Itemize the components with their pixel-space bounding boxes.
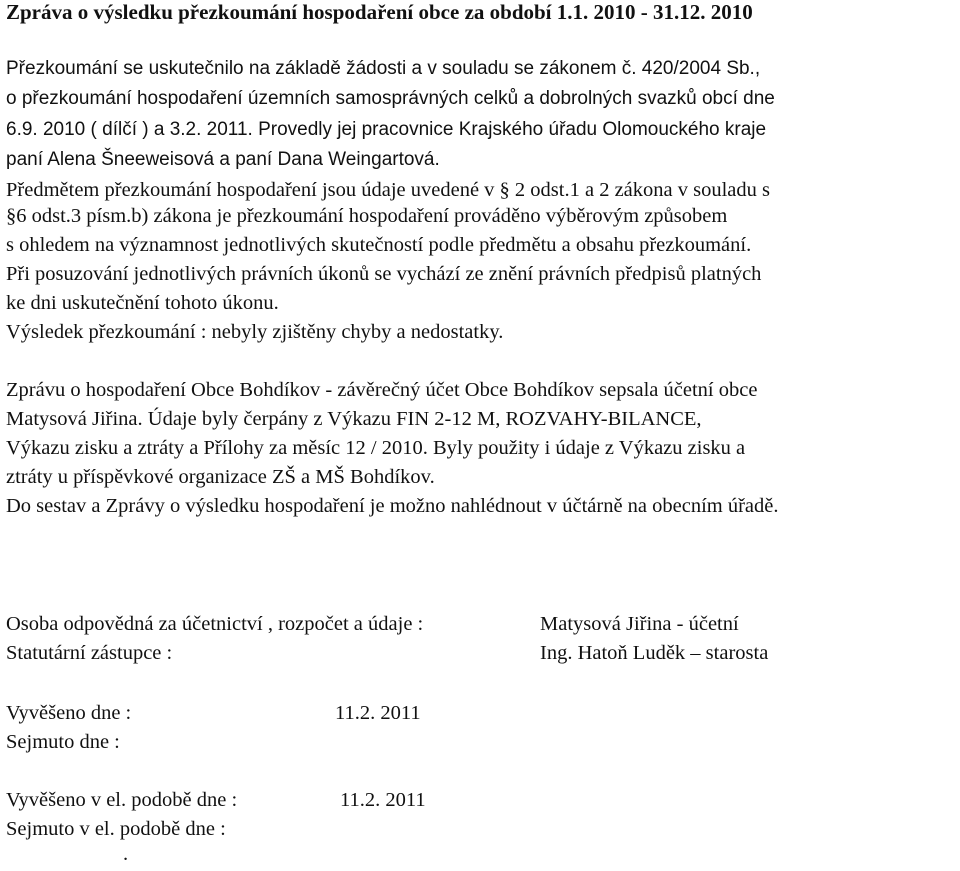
intro-line: Přezkoumání se uskutečnilo na základě žádosti a v souladu se zákonem č. 420/2004 Sb.,	[6, 58, 761, 79]
responsible-person-value: Matysová Jiřina - účetní	[540, 613, 739, 635]
statutory-representative-value: Ing. Hatoň Luděk – starosta	[540, 642, 769, 664]
intro-line: 6.9. 2010 ( dílčí ) a 3.2. 2011. Provedly jej pracovnice Krajského úřadu Olomouckého kraje	[6, 119, 767, 140]
intro-line: paní Alena Šneeweisová a paní Dana Weingartová.	[6, 149, 440, 170]
posted-electronic-value: 11.2. 2011	[340, 789, 426, 811]
responsible-person-label: Osoba odpovědná za účetnictví , rozpočet a údaje :	[6, 613, 424, 635]
intro-line: Při posuzování jednotlivých právních úkonů se vychází ze znění právních předpisů platných	[6, 263, 762, 285]
end-mark: .	[123, 843, 129, 865]
report-line: Výkazu zisku a ztráty a Přílohy za měsíc 12 / 2010. Byly použity i údaje z Výkazu zisku a	[6, 437, 746, 459]
report-line: Do sestav a Zprávy o výsledku hospodaření je možno nahlédnout v účtárně na obecním úřadě.	[6, 495, 779, 517]
intro-line: o přezkoumání hospodaření územních samosprávných celků a dobrolných svazků obcí dne	[6, 88, 775, 109]
report-line: Matysová Jiřina. Údaje byly čerpány z Výkazu FIN 2-12 M, ROZVAHY-BILANCE,	[6, 408, 702, 430]
report-line: ztráty u příspěvkové organizace ZŠ a MŠ Bohdíkov.	[6, 466, 435, 488]
intro-line: Předmětem přezkoumání hospodaření jsou údaje uvedené v § 2 odst.1 a 2 zákona v souladu s	[6, 179, 771, 201]
removed-date-label: Sejmuto dne :	[6, 731, 120, 753]
posted-date-value: 11.2. 2011	[335, 702, 421, 724]
posted-date-label: Vyvěšeno dne :	[6, 702, 132, 724]
statutory-representative-label: Statutární zástupce :	[6, 642, 173, 664]
report-title: Zpráva o výsledku přezkoumání hospodaření obce za období 1.1. 2010 - 31.12. 2010	[6, 0, 753, 24]
posted-electronic-label: Vyvěšeno v el. podobě dne :	[6, 789, 238, 811]
report-line: Zprávu o hospodaření Obce Bohdíkov - závěrečný účet Obce Bohdíkov sepsala účetní obce	[6, 379, 758, 401]
intro-line: §6 odst.3 písm.b) zákona je přezkoumání hospodaření prováděno výběrovým způsobem	[6, 205, 728, 227]
intro-line: ke dni uskutečnění tohoto úkonu.	[6, 292, 279, 314]
intro-line: s ohledem na významnost jednotlivých skutečností podle předmětu a obsahu přezkoumání.	[6, 234, 752, 256]
removed-electronic-label: Sejmuto v el. podobě dne :	[6, 818, 226, 840]
result-line: Výsledek přezkoumání : nebyly zjištěny chyby a nedostatky.	[6, 321, 504, 343]
